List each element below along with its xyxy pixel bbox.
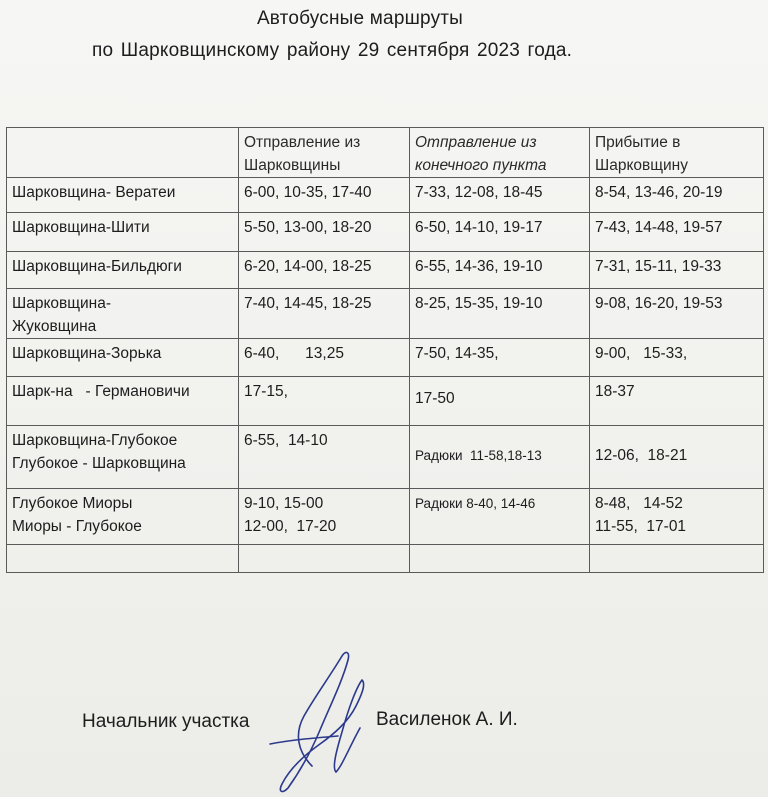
table-row [7,289,764,339]
route-name: Шарковщина-Глубокое [12,432,178,449]
table-row [7,339,764,377]
time-value: 6-20, 14-00, 18-25 [244,258,372,275]
departure-cell [239,377,410,426]
time-value: 9-08, 16-20, 19-53 [595,295,723,312]
return-cell [410,213,590,252]
route-name: Шарковщина- Вератеи [12,184,176,201]
time-value: Радюки 8-40, 14-46 [415,496,536,511]
header-arrival [590,128,764,178]
signature-stroke [270,653,364,792]
empty-cell [410,545,590,573]
route-cell [7,339,239,377]
route-name: Шарковщина-Зорька [12,345,162,362]
header-line: Шарковщину [595,157,688,174]
return-cell [410,377,590,426]
route-cell [7,426,239,489]
header-route [7,128,239,178]
time-value: 8-48, 14-52 [595,495,683,512]
route-name: Глубокое Миоры [12,495,133,512]
header-line: Шарковщины [244,157,341,174]
departure-cell [239,289,410,339]
header-departure [239,128,410,178]
time-value: 9-10, 15-00 [244,495,324,512]
time-value: 17-15, [244,383,288,400]
return-cell [410,426,590,489]
route-name: Глубокое - Шарковщина [12,455,186,472]
signatory-position: Начальник участка [82,711,250,732]
bus-schedule-table [6,127,764,573]
empty-cell [590,545,764,573]
time-value: 6-55, 14-36, 19-10 [415,258,543,275]
time-value: 6-50, 14-10, 19-17 [415,219,543,236]
return-cell [410,289,590,339]
table-row [7,426,764,489]
signatory-name: Василенок А. И. [376,709,518,730]
table-row [7,213,764,252]
arrival-cell [590,178,764,213]
route-cell [7,377,239,426]
document-title: Автобусные маршруты [256,8,464,29]
time-value: 6-55, 14-10 [244,432,328,449]
time-value: 6-40, 13,25 [244,345,344,362]
time-value: 5-50, 13-00, 18-20 [244,219,372,236]
departure-cell [239,252,410,289]
time-value: 7-33, 12-08, 18-45 [415,184,543,201]
route-cell [7,489,239,545]
time-value: 7-50, 14-35, [415,345,499,362]
route-cell [7,252,239,289]
departure-cell [239,489,410,545]
time-value: 9-00, 15-33, [595,345,688,362]
arrival-cell [590,213,764,252]
route-name: Шарковщина-Бильдюги [12,258,182,275]
table-row-empty [7,545,764,573]
time-value: 8-25, 15-35, 19-10 [415,295,543,312]
return-cell [410,178,590,213]
time-value: Радюки 11-58,18-13 [415,448,542,463]
departure-cell [239,339,410,377]
route-name: Шарк-на - Германовичи [12,383,190,400]
empty-cell [239,545,410,573]
arrival-cell [590,289,764,339]
time-value: 8-54, 13-46, 20-19 [595,184,723,201]
arrival-cell [590,426,764,489]
header-return [410,128,590,178]
table-row [7,489,764,545]
time-value: 12-00, 17-20 [244,518,337,535]
time-value: 17-50 [415,390,455,407]
header-line: Прибытие в [595,134,681,151]
route-cell [7,289,239,339]
table-row [7,178,764,213]
time-value: 6-00, 10-35, 17-40 [244,184,372,201]
departure-cell [239,426,410,489]
route-name: Шарковщина- [12,295,112,312]
route-name: Шарковщина-Шити [12,219,150,236]
arrival-cell [590,252,764,289]
time-value: 11-55, 17-01 [595,518,687,535]
table-row [7,252,764,289]
time-value: 7-43, 14-48, 19-57 [595,219,723,236]
table-row [7,377,764,426]
handwritten-signature [250,648,390,797]
return-cell [410,252,590,289]
document-subtitle: по Шарковщинскому району 29 сентября 2023 года. [92,40,573,61]
table-header-row [7,128,764,178]
time-value: 7-31, 15-11, 19-33 [595,258,722,275]
return-cell [410,489,590,545]
time-value: 18-37 [595,383,635,400]
header-line: конечного пункта [415,157,547,174]
empty-cell [7,545,239,573]
return-cell [410,339,590,377]
time-value: 7-40, 14-45, 18-25 [244,295,372,312]
arrival-cell [590,339,764,377]
arrival-cell [590,489,764,545]
departure-cell [239,213,410,252]
time-value: 12-06, 18-21 [595,447,688,464]
departure-cell [239,178,410,213]
route-name: Жуковщина [12,318,97,335]
route-cell [7,213,239,252]
header-line: Отправление из [415,134,537,151]
arrival-cell [590,377,764,426]
header-line: Отправление из [244,134,361,151]
route-cell [7,178,239,213]
route-name: Миоры - Глубокое [12,518,142,535]
